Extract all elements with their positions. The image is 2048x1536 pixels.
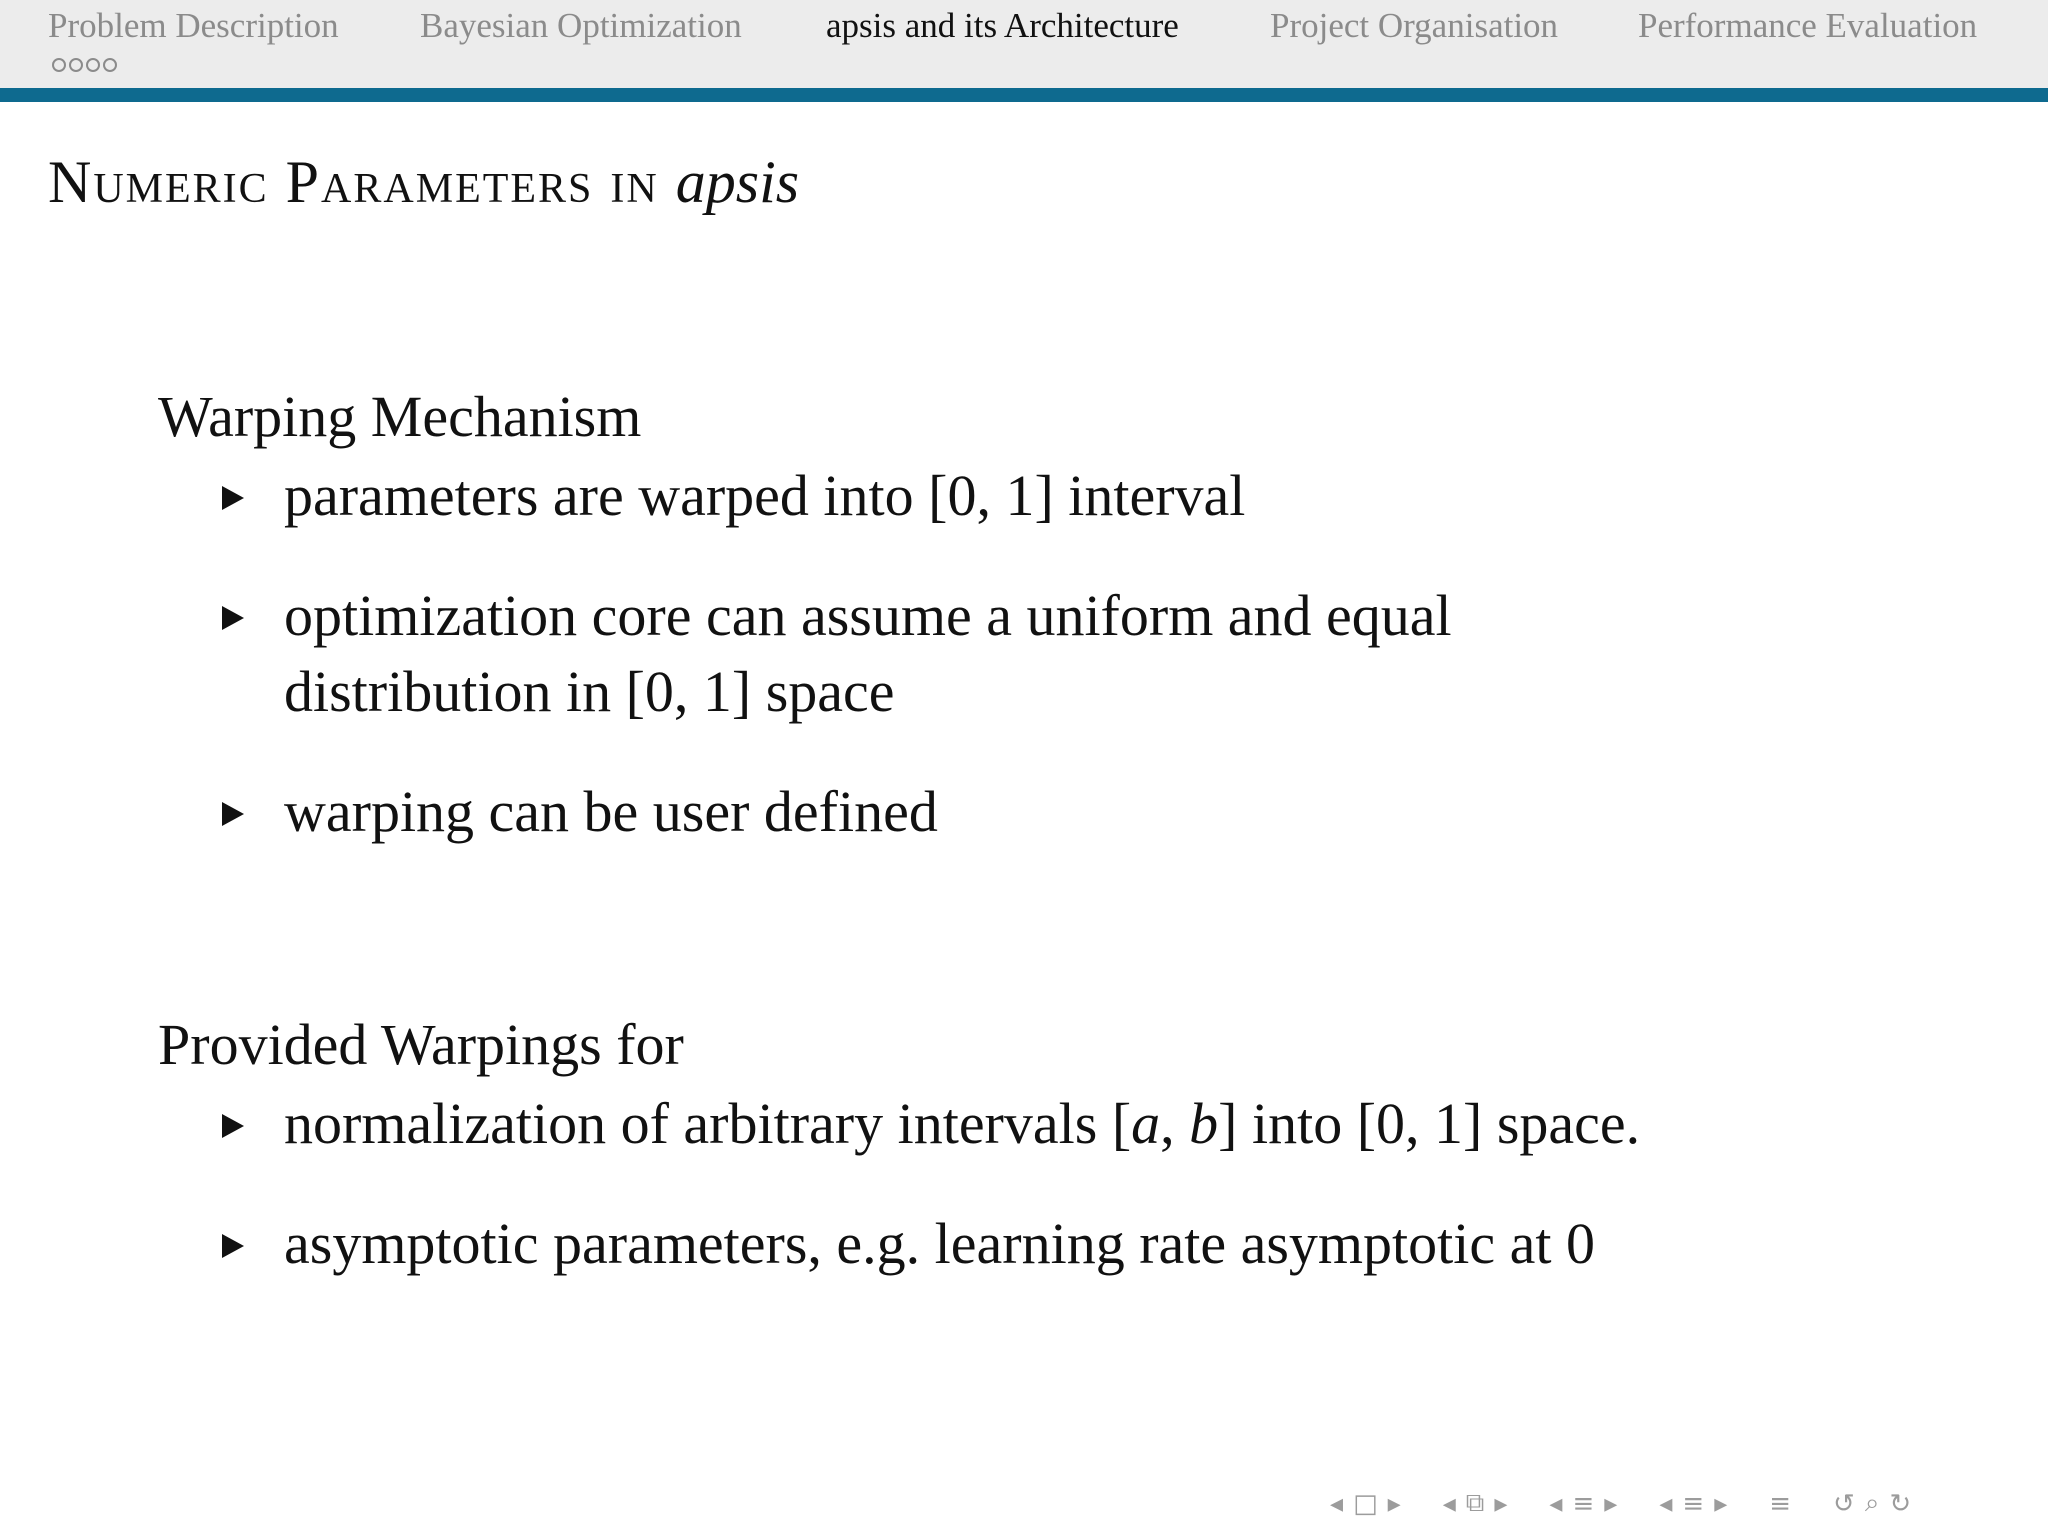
nav-prev-icon[interactable]: ◂ xyxy=(1442,1488,1456,1519)
frame-dot[interactable] xyxy=(69,58,83,72)
frame-dot[interactable] xyxy=(103,58,117,72)
search-icon[interactable]: ⌕ xyxy=(1864,1488,1880,1518)
nav-section-apsis-architecture[interactable]: apsis and its Architecture xyxy=(826,6,1179,45)
nav-section-project-organisation[interactable]: Project Organisation xyxy=(1270,6,1559,45)
section-icon[interactable]: ≡ xyxy=(1572,1488,1595,1519)
triangle-bullet-icon xyxy=(222,1114,244,1138)
bullet-text: into xyxy=(1237,1091,1357,1156)
forward-icon[interactable]: ↻ xyxy=(1889,1488,1912,1519)
math-interval: [0, 1] xyxy=(1356,1091,1483,1156)
math-bracket: [ xyxy=(1111,1091,1132,1156)
frame-dot[interactable] xyxy=(86,58,100,72)
bullet-text: interval xyxy=(1053,463,1246,528)
toc-icon[interactable]: ≡ xyxy=(1769,1488,1792,1519)
nav-next-icon[interactable]: ▸ xyxy=(1604,1488,1618,1519)
presentation-icon[interactable]: ≡ xyxy=(1682,1488,1705,1519)
triangle-bullet-icon xyxy=(222,802,244,826)
nav-prev-icon[interactable]: ◂ xyxy=(1330,1488,1344,1519)
warping-bullet-list xyxy=(158,458,1958,850)
beamer-navigation-symbols xyxy=(1330,1488,1911,1519)
bullet-text: asymptotic parameters, e.g. learning rate asymptotic at 0 xyxy=(284,1211,1595,1276)
bullet-text: space. xyxy=(1482,1091,1641,1156)
nav-next-icon[interactable]: ▸ xyxy=(1494,1488,1508,1519)
provided-bullet-list xyxy=(158,1086,1958,1282)
frame-icon[interactable]: □ xyxy=(1353,1488,1378,1519)
subsection-icon[interactable]: ⧉ xyxy=(1465,1488,1485,1518)
nav-next-icon[interactable]: ▸ xyxy=(1714,1488,1728,1519)
bullet-text: space xyxy=(751,659,895,724)
provided-warpings-heading: Provided Warpings for xyxy=(158,1012,684,1077)
slide-title xyxy=(48,148,799,217)
bullet-text: parameters are warped into xyxy=(284,463,929,528)
math-interval: [0, 1] xyxy=(625,659,752,724)
math-variable-b: b xyxy=(1189,1091,1219,1156)
slide-title-main: Numeric Parameters in xyxy=(48,149,676,215)
bullet-text: warping can be user defined xyxy=(284,779,938,844)
header-accent-bar xyxy=(0,88,2048,102)
back-icon[interactable]: ↺ xyxy=(1833,1488,1855,1519)
bullet-text: optimization core can assume a uniform and equal distribution in xyxy=(284,583,1452,724)
math-bracket: ] xyxy=(1218,1091,1238,1156)
list-item xyxy=(158,458,1958,534)
nav-prev-icon[interactable]: ◂ xyxy=(1659,1488,1673,1519)
nav-section-bayesian-optimization[interactable]: Bayesian Optimization xyxy=(420,6,742,45)
slide-title-emphasis: apsis xyxy=(675,149,800,215)
section-navigation-bar xyxy=(0,0,2048,88)
list-item xyxy=(158,1086,1958,1162)
math-separator: , xyxy=(1160,1091,1190,1156)
frame-dot[interactable] xyxy=(52,58,66,72)
math-variable-a: a xyxy=(1131,1091,1161,1156)
nav-prev-icon[interactable]: ◂ xyxy=(1549,1488,1563,1519)
provided-warpings-section xyxy=(158,1010,1958,1326)
list-item xyxy=(158,774,1958,850)
bullet-text: normalization of arbitrary intervals xyxy=(284,1091,1112,1156)
triangle-bullet-icon xyxy=(222,1234,244,1258)
nav-section-problem-description[interactable]: Problem Description xyxy=(48,6,339,45)
warping-mechanism-heading: Warping Mechanism xyxy=(158,384,642,449)
math-interval: [0, 1] xyxy=(928,463,1054,528)
nav-next-icon[interactable]: ▸ xyxy=(1387,1488,1401,1519)
triangle-bullet-icon xyxy=(222,486,244,510)
warping-mechanism-section xyxy=(158,382,1958,894)
triangle-bullet-icon xyxy=(222,606,244,630)
frame-progress-dots xyxy=(52,58,117,72)
list-item xyxy=(158,578,1704,730)
list-item xyxy=(158,1206,1958,1282)
nav-section-performance-evaluation[interactable]: Performance Evaluation xyxy=(1638,6,1978,45)
